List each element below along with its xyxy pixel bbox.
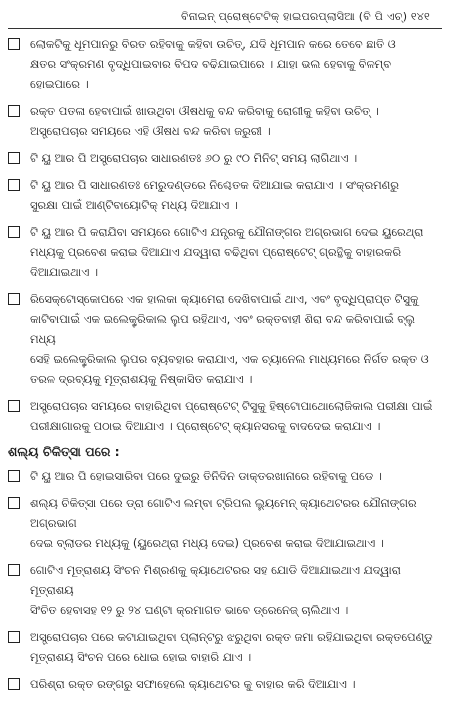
list-item-text: ଟି ୟୁ ଆର ପି କରାଯିବା ସମୟରେ ଗୋଟିଏ ଯନ୍ତ୍ରକୁ ଯୌନାଙ୍ଗର ଅଗ୍ରଭାଗ ଦେଇ ୟୁରେଥ୍ରା ମଧ୍ୟକୁ ପ୍ରବେଶ କରାଇ ଦିଆଯାଏ ଯଦ୍ୱାରା ବଢିଥିବା ପ୍ରୋଷ୍ଟେଟ୍ ଗ୍ରନ୍ଥିକୁ ବାହାରକରି ଦିଆଯାଇଥାଏ ।: [30, 225, 424, 279]
list-item: [8, 466, 440, 486]
list-item-text: ଟି ୟୁ ଆର ପି ଅସ୍ତ୍ରୋପଚାର ସାଧାରଣତଃ ୬୦ ରୁ ୯୦ ମିନିଟ୍ ସମୟ ଲାଗିଥାଏ ।: [30, 151, 358, 165]
checkbox-bullet-icon: [8, 226, 20, 238]
list-item: [8, 396, 440, 436]
checkbox-bullet-icon: [8, 179, 20, 191]
list-item-text: ଅସ୍ତ୍ରୋପଚାର ପରେ କଟାଯାଇଥିବା ପ୍ଲାନ୍ଟରୁ ଝରୁଥିବା ରକ୍ତ ଜମା ରହିଯାଇଥିବା ରକ୍ତପେଣ୍ଡୁ ମୂତ୍ରାଶୟ ସିଂଚନ ପରେ ଧୋଇ ହୋଇ ବାହାରି ଯାଏ ।: [30, 630, 433, 664]
list-item: [8, 34, 440, 94]
list-item-text: ଶଲ୍ୟ ଚିକିତ୍ସା ପରେ ଡ୍ରା ଗୋଟିଏ ଲମ୍ବା ଟ୍ରିପଲ ଲ୍ୟୁମେନ୍ କ୍ୟାଥେଟରର ଯୌନାଙ୍ଗର ଅଗ୍ରଭାଗ ଦେଇ ବ୍ଲାଡର ମଧ୍ୟକୁ (ୟୁରେଥ୍ରା ମଧ୍ୟ ଦେଇ) ପ୍ରବେଶ କରାଇ ଦିଆଯାଇଥାଏ ।: [30, 496, 417, 550]
page-content: [8, 34, 440, 701]
running-header: ବିନାଇନ୍ ପ୍ରୋଷ୍ଟେଟିକ୍ ହାଇପରପ୍ଲାସିଆ (ବି ପି ଏଚ୍) ୧୪୧: [181, 10, 430, 23]
list-item: [8, 493, 440, 553]
list-item: [8, 674, 440, 694]
list-item: [8, 627, 440, 667]
checkbox-bullet-icon: [8, 105, 20, 117]
list-item-text: ଟି ୟୁ ଆର ପି ସାଧାରଣତଃ ମେରୁଦଣ୍ଡରେ ନିଶ୍ଚେତକ ଦିଆଯାଇ କରାଯାଏ । ସଂକ୍ରମଣରୁ ସୁରକ୍ଷା ପାଇଁ ଆଣ୍ଟିବାୟୋଟିକ୍ ମଧ୍ୟ ଦିଆଯାଏ ।: [30, 178, 399, 212]
list-item-text: ଗୋଟିଏ ମୂତ୍ରାଶୟ ସିଂଚନ ମିଶ୍ରଣକୁ କ୍ୟାଥେଟରର ସହ ଯୋଡି ଦିଆଯାଇଥାଏ ଯଦ୍ୱାରା ମୂତ୍ରାଶୟ ସିଂଚିତ ହେବାସହ ୧୨ ରୁ ୨୪ ଘଣ୍ଟା କ୍ରମାଗତ ଭାବେ ଡ୍ରେନେଜ୍ ଚାଲିଥାଏ ।: [30, 563, 401, 617]
section-heading: ଶଲ୍ୟ ଚିକିତ୍ସା ପରେ :: [8, 444, 120, 459]
checkbox-bullet-icon: [8, 293, 20, 305]
list-item: [8, 289, 440, 389]
checkbox-bullet-icon: [8, 400, 20, 412]
checkbox-bullet-icon: [8, 38, 20, 50]
checkbox-bullet-icon: [8, 678, 20, 690]
checkbox-bullet-icon: [8, 564, 20, 576]
list-item: [8, 101, 440, 141]
header-rule: [8, 28, 442, 29]
list-item-text: ରକ୍ତ ପତଳା ହେବାପାଇଁ ଖାଉଥିବା ଔଷଧକୁ ବନ୍ଦ କରିବାକୁ ରୋଗୀକୁ କହିବା ଉଚିତ୍ । ଅସ୍ତ୍ରୋପଚାର ସମୟରେ ଏହି ଔଷଧ ବନ୍ଦ କରିବା ଜରୁରୀ ।: [30, 104, 379, 138]
checkbox-bullet-icon: [8, 470, 20, 482]
list-item-text: ଅସ୍ତ୍ରୋପଚାର ସମୟରେ ବାହାରିଥିବା ପ୍ରୋଷ୍ଟେଟ୍ ଟିସୁକୁ ହିଷ୍ଟୋପାଥୋଲୋଜିକାଲ ପରୀକ୍ଷା ପାଇଁ ପରୀକ୍ଷାଗାରକୁ ପଠାଇ ଦିଆଯାଏ । ପ୍ରୋଷ୍ଟେଟ୍ କ୍ୟାନସରକୁ ବାଦଦେଇ କରାଯାଏ ।: [30, 399, 433, 433]
checkbox-bullet-icon: [8, 152, 20, 164]
list-item: [8, 222, 440, 282]
list-item-text: ଟି ୟୁ ଆର ପି ହୋଇସାରିବା ପରେ ଦୁଇରୁ ତିନିଦିନ ଡାକ୍ତରଖାନାରେ ରହିବାକୁ ପଡେ ।: [30, 469, 382, 483]
list-item-text: ରିସେକ୍ଟୋସ୍କୋପରେ ଏକ ହାଲକା କ୍ୟାମେରା ଦେଖିବାପାଇଁ ଥାଏ, ଏବଂ ବୃଦ୍ଧିପ୍ରାପ୍ତ ଟିସୁକୁ କାଟିବାପାଇଁ ଏକ ଇଲେକ୍ଟ୍ରିକାଲ ଲୁପ ରହିଥାଏ, ଏବଂ ରକ୍ତବାହୀ ଶିରା ବନ୍ଦ କରିବାପାଇଁ ବ୍ଲୁ ମଧ୍ୟ ସେହି ଇଲେକ୍ଟ୍ରିକାଲ ଲୁପର ବ୍ୟବହାର କରାଯାଏ, ଏକ ଚ୍ୟାନେଲ ମାଧ୍ୟମରେ ନିର୍ଗତ ରକ୍ତ ଓ ତରଳ ଦ୍ରବ୍ୟକୁ ମୂତ୍ରାଶୟକୁ ନିଷ୍କାସିତ କରାଯାଏ ।: [30, 292, 429, 386]
checkbox-bullet-icon: [8, 497, 20, 509]
checkbox-bullet-icon: [8, 631, 20, 643]
list-item-text: ଲୋକଟିକୁ ଧୂମପାନରୁ ବିରତ ରହିବାକୁ କହିବା ଉଚିତ୍, ଯଦି ଧୂମପାନ କରେ ତେବେ ଛାତି ଓ କ୍ଷତର ସଂକ୍ରମଣ ବୃଦ୍ଧିପାଇବାର ବିପଦ ବଢିଯାଇପାରେ । ଯାହା ଭଲ ହେବାକୁ ବିଳମ୍ବ ହୋଇପାରେ ।: [30, 37, 396, 91]
list-item-text: ପରିଶ୍ରା ରକ୍ତ ରଙ୍ଗରୁ ସଫାହେଲେ କ୍ୟାଥେଟର କୁ ବାହାର କରି ଦିଆଯାଏ ।: [30, 677, 356, 691]
list-item: [8, 560, 440, 620]
list-item: [8, 148, 440, 168]
list-item: [8, 175, 440, 215]
